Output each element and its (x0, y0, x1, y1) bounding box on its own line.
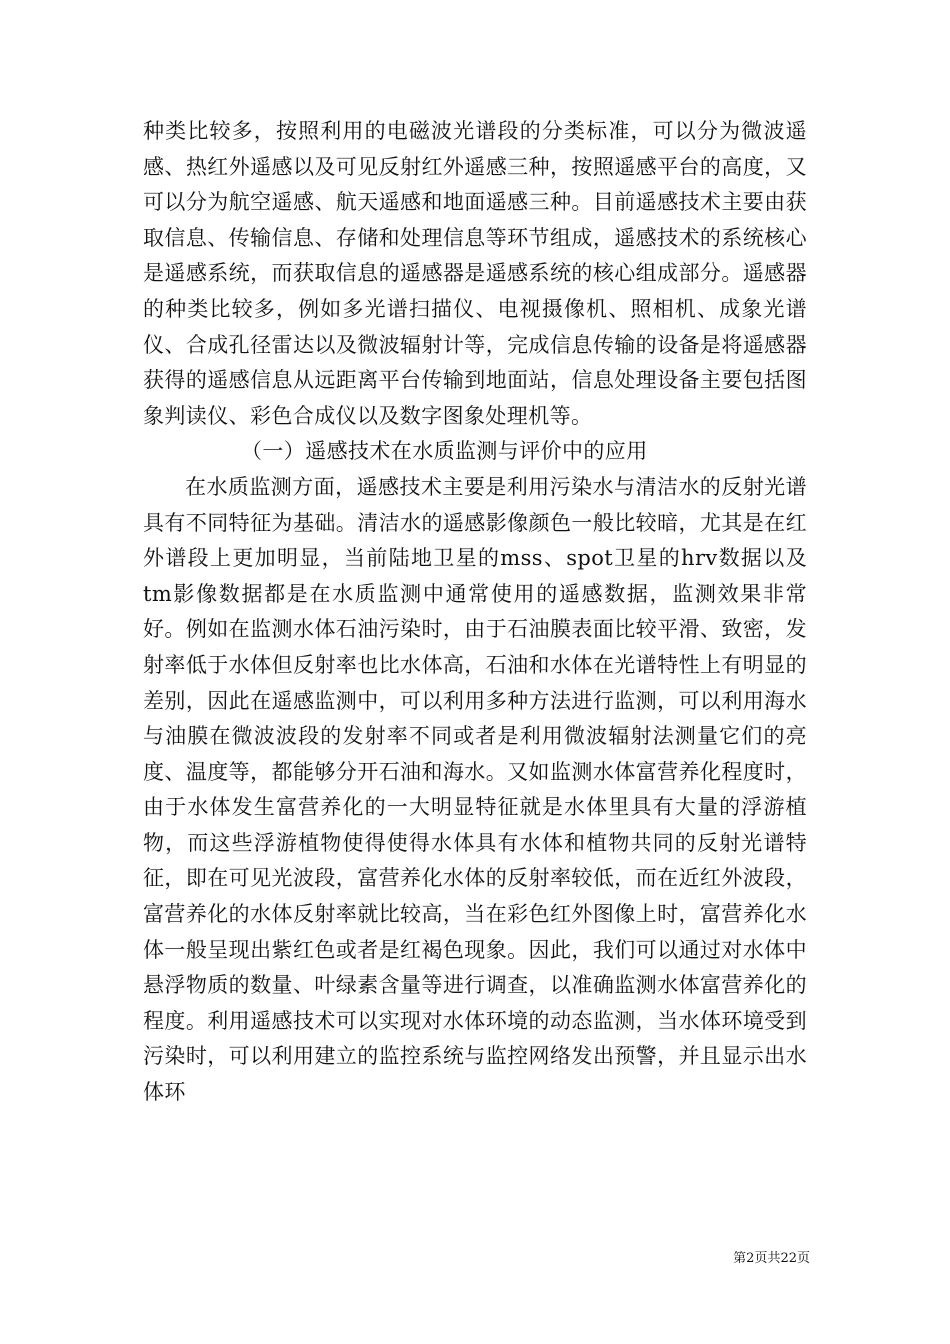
section-heading: （一）遥感技术在水质监测与评价中的应用 (241, 439, 648, 464)
paragraph-water-quality: 在水质监测方面，遥感技术主要是利用污染水与清洁水的反射光谱具有不同特征为基础。清洁水的遥感影像颜色一般比较暗，尤其是在红外谱段上更加明显，当前陆地卫星的mss、spot卫星的hrv数据以及tm影像数据都是在水质监测中通常使用的遥感数据，监测效果非常好。例如在监测水体石油污染时，由于石油膜表面比较平滑、致密，发射率低于水体但反射率也比水体高，石油和水体在光谱特性上有明显的差别，因此在遥感监测中，可以利用多种方法进行监测，可以利用海水与油膜在微波波段的发射率不同或者是利用微波辐射法测量它们的亮度、温度等，都能够分开石油和海水。又如监测水体富营养化程度时，由于水体发生富营养化的一大明显特征就是水体里具有大量的浮游植物，而这些浮游植物使得使得水体具有水体和植物共同的反射光谱特征，即在可见光波段，富营养化水体的反射率较低，而在近红外波段，富营养化的水体反射率就比较高，当在彩色红外图像上时，富营养化水体一般呈现出紫红色或者是红褐色现象。因此，我们可以通过对水体中悬浮物质的数量、叶绿素含量等进行调查，以准确监测水体富营养化的程度。利用遥感技术可以实现对水体环境的动态监测，当水体环境受到污染时，可以利用建立的监控系统与监控网络发出预警，并且显示出水体环 (143, 474, 807, 1105)
paragraph-continued: 种类比较多，按照利用的电磁波光谱段的分类标准，可以分为微波遥感、热红外遥感以及可见反射红外遥感三种，按照遥感平台的高度，又可以分为航空遥感、航天遥感和地面遥感三种。目前遥感技术主要由获取信息、传输信息、存储和处理信息等环节组成，遥感技术的系统核心是遥感系统，而获取信息的遥感器是遥感系统的核心组成部分。遥感器的种类比较多，例如多光谱扫描仪、电视摄像机、照相机、成象光谱仪、合成孔径雷达以及微波辐射计等，完成信息传输的设备是将遥感器获得的遥感信息从远距离平台传输到地面站，信息处理设备主要包括图象判读仪、彩色合成仪以及数字图象处理机等。 (143, 119, 807, 428)
page-number: 第2页共22页 (733, 1251, 810, 1266)
body-text (143, 114, 807, 1111)
